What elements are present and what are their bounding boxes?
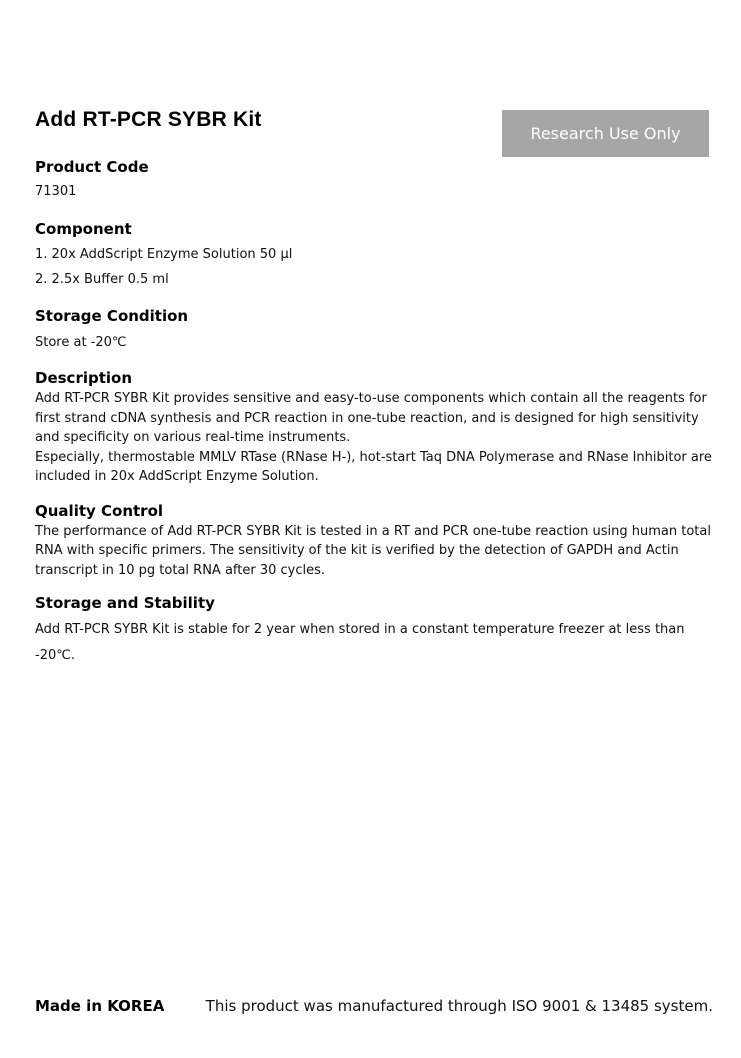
product-code-heading: Product Code <box>35 158 149 176</box>
storage-stability-line: Add RT-PCR SYBR Kit is stable for 2 year when stored in a constant temperature freezer at less than <box>35 622 685 637</box>
made-in-label: Made in KOREA <box>35 997 165 1015</box>
research-use-badge: Research Use Only <box>502 110 709 157</box>
storage-condition-heading: Storage Condition <box>35 307 189 325</box>
page-title: Add RT-PCR SYBR Kit <box>35 108 262 131</box>
storage-condition-value: Store at -20℃ <box>35 335 127 350</box>
section-quality-control <box>35 500 715 581</box>
section-description <box>35 367 715 487</box>
component-item: 1. 20x AddScript Enzyme Solution 50 µl <box>35 247 293 262</box>
quality-control-paragraph: The performance of Add RT-PCR SYBR Kit is tested in a RT and PCR one-tube reaction using human total RNA with specific primers. The sensitivity of the kit is verified by the detection of GAPDH and Actin transcript in 10 pg total RNA after 30 cycles. <box>35 523 711 578</box>
product-code-value: 71301 <box>35 184 77 199</box>
section-storage-stability <box>35 592 715 666</box>
storage-stability-heading: Storage and Stability <box>35 594 215 612</box>
description-paragraph: Add RT-PCR SYBR Kit provides sensitive and easy-to-use components which contain all the reagents for first strand cDNA synthesis and PCR reaction in one-tube reaction, and is designed for high sensitivity and specificity on various real-time instruments. <box>35 391 707 445</box>
storage-stability-line: -20℃. <box>35 648 75 663</box>
quality-control-heading: Quality Control <box>35 501 164 520</box>
description-heading: Description <box>35 369 133 387</box>
iso-certification-text: This product was manufactured through ISO 9001 & 13485 system. <box>205 997 713 1015</box>
component-item: 2. 2.5x Buffer 0.5 ml <box>35 272 169 287</box>
section-component <box>35 218 715 290</box>
document-body <box>35 156 715 666</box>
description-paragraph: Especially, thermostable MMLV RTase (RNase H-), hot-start Taq DNA Polymerase and RNase Inhibitor are included in 20x AddScript Enzyme Solution. <box>35 449 712 484</box>
section-storage-condition <box>35 305 715 353</box>
component-heading: Component <box>35 220 132 238</box>
section-product-code <box>35 156 715 202</box>
footer <box>35 997 713 1015</box>
